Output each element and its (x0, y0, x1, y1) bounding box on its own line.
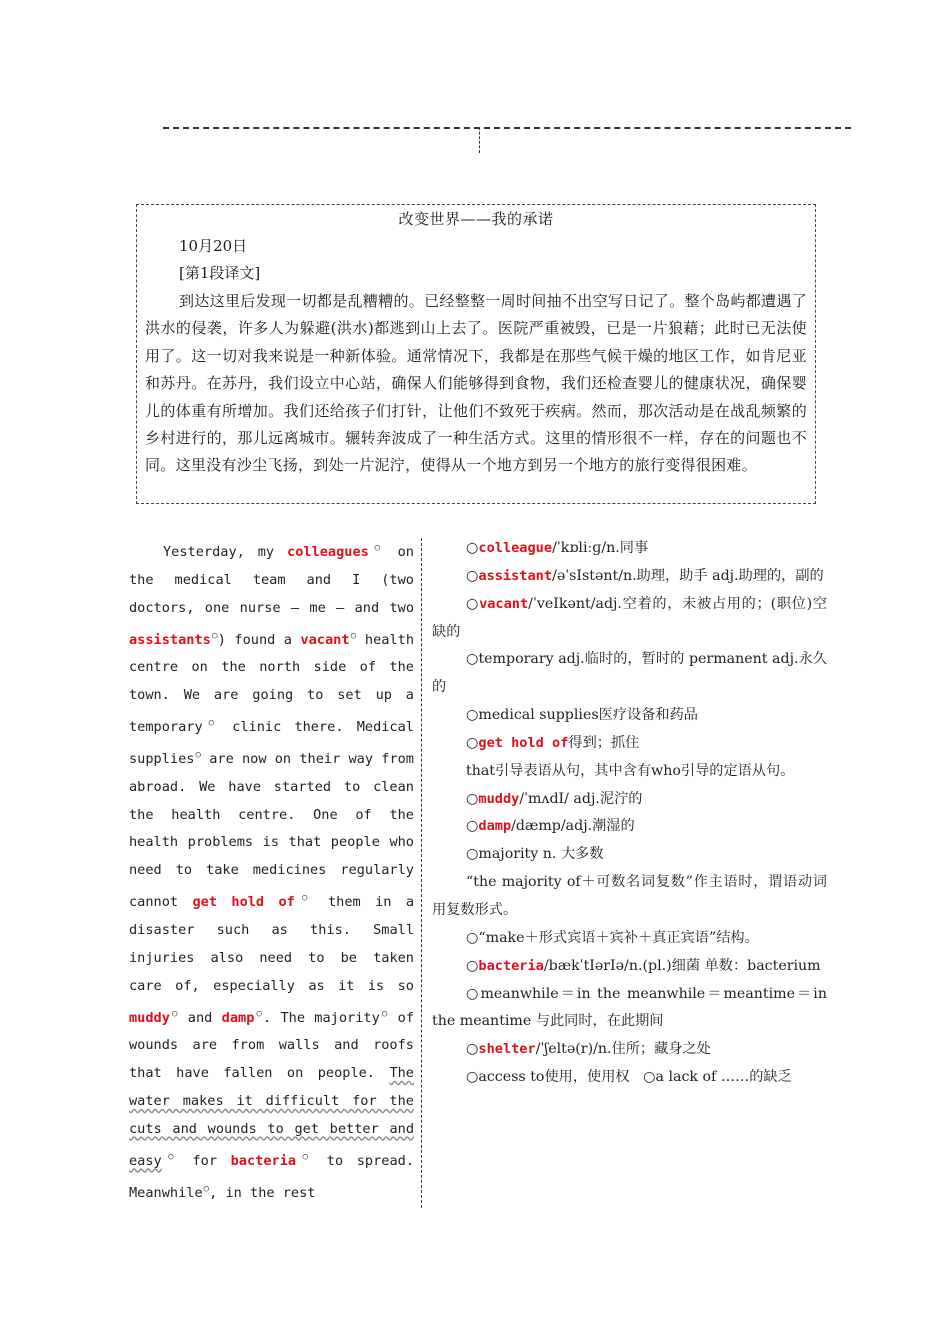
annotation-circle-icon: ○ (466, 985, 481, 1002)
annotation-circle-icon: ○ (466, 790, 479, 807)
annotation-circle-icon: ○ (643, 1069, 656, 1086)
note-assistant (432, 563, 827, 591)
annotation-circle-icon: ○ (295, 893, 314, 904)
annotation-circle-icon: ○ (211, 630, 218, 641)
passage-text: them in a disaster such as this. Small injuries also need to be taken care of, especially as it is so (129, 894, 415, 994)
note-make-structure (432, 925, 827, 953)
annotation-circle-icon: ○ (466, 734, 479, 751)
keyword-assistants: assistants (129, 631, 211, 648)
note-access-lack (432, 1064, 827, 1092)
translation-title: 改变世界——我的承诺 (398, 210, 554, 228)
note-text: access to使用，使用权 (478, 1069, 630, 1086)
note-majority (432, 841, 827, 869)
annotation-circle-icon: ○ (170, 1008, 179, 1019)
note-medical-supplies (432, 702, 827, 730)
note-keyword: muddy (478, 790, 520, 807)
annotation-circle-icon: ○ (466, 1069, 479, 1086)
note-vacant (432, 591, 827, 647)
header-dashed-tick (479, 127, 480, 153)
note-text: meanwhile＝in the meanwhile＝meantime＝in the meantime 与此同时，在此期间 (432, 985, 827, 1030)
translation-box (136, 204, 816, 504)
annotation-circle-icon: ○ (466, 707, 479, 724)
passage-text: , in the rest (209, 1184, 316, 1201)
note-text: a lack of ……的缺乏 (655, 1069, 792, 1086)
note-text: medical supplies医疗设备和药品 (478, 707, 698, 724)
note-keyword: colleague (478, 540, 553, 556)
note-keyword: damp (478, 818, 512, 835)
passage-text: Yesterday, my (163, 544, 288, 560)
note-text: /ˈveIkənt/adj.空着的，未被占用的；(职位)空缺的 (432, 595, 827, 640)
keyword-vacant: vacant (300, 631, 350, 648)
passage-text: to spread. Meanwhile (129, 1152, 415, 1201)
note-keyword: shelter (478, 1041, 536, 1058)
note-bacteria (432, 953, 827, 981)
note-text: /ˈʃeltə(r)/n.住所；藏身之处 (535, 1041, 711, 1058)
annotation-circle-icon: ○ (466, 1041, 479, 1058)
annotation-circle-icon: ○ (466, 957, 479, 974)
annotation-circle-icon: ○ (466, 846, 479, 863)
annotation-circle-icon: ○ (466, 651, 479, 668)
annotation-circle-icon: ○ (255, 1008, 263, 1019)
annotation-circle-icon: ○ (350, 630, 357, 641)
note-colleague (432, 535, 827, 563)
note-text: temporary adj.临时的，暂时的 permanent adj.永久的 (432, 651, 827, 696)
note-text: /dæmp/adj.潮湿的 (511, 818, 635, 835)
annotation-circle-icon: ○ (466, 567, 479, 584)
annotation-circle-icon: ○ (466, 929, 479, 946)
translation-label: [第1段译文] (179, 264, 261, 282)
passage-text: are now on their way from abroad. We have started to clean the health centre. One of the health problems is that people who need to take medicines regularly cannot (129, 750, 414, 911)
note-text: /bækˈtIərIə/n.(pl.)细菌 单数：bacterium (543, 957, 821, 974)
annotation-circle-icon: ○ (466, 595, 480, 612)
note-muddy (432, 786, 827, 814)
passage-text: ) found a (217, 631, 301, 648)
note-majority-grammar (432, 869, 827, 925)
note-keyword: bacteria (478, 957, 544, 974)
note-text: /ˈkɒliːɡ/n.同事 (552, 540, 649, 556)
translation-date: 10月20日 (179, 237, 248, 255)
note-text: that引导表语从句，其中含有who引导的定语从句。 (466, 762, 795, 779)
translation-body: 到达这里后发现一切都是乱糟糟的。已经整整一周时间抽不出空写日记了。整个岛屿都遭遇了洪水的侵袭，许多人为躲避(洪水)都逃到山上去了。医院严重被毁，已是一片狼藉；此时已无法使用了。这一切对我来说是一种新体验。通常情况下，我都是在那些气候干燥的地区工作，如肯尼亚和苏丹。在苏丹，我们设立中心站，确保人们能够得到食物，我们还检查婴儿的健康状况，确保婴儿的体重有所增加。我们还给孩子们打针，让他们不致死于疾病。然而，那次活动是在战乱频繁的乡村进行的，那儿远离城市。辗转奔波成了一种生活方式。这里的情形很不一样，存在的问题也不同。这里没有沙尘飞扬，到处一片泥泞，使得从一个地方到另一个地方的旅行变得很困难。 (145, 292, 807, 475)
header-dashed-rule (163, 115, 851, 129)
passage-text: . The majority (263, 1009, 380, 1026)
annotation-circle-icon: ○ (203, 718, 220, 729)
annotation-circle-icon: ○ (380, 1008, 389, 1019)
passage-text: on the medical team and I (two doctors, one nurse — me — and two (129, 544, 414, 616)
note-meanwhile (432, 981, 827, 1037)
annotation-circle-icon: ○ (466, 818, 479, 835)
wavy-underlined-sentence: The water makes it difficult for the cuts and wounds to get better and easy (129, 1065, 414, 1169)
note-text: “make＋形式宾语＋宾补＋真正宾语”结构。 (478, 929, 759, 946)
keyword-muddy: muddy (129, 1009, 170, 1026)
note-text: “the majority of＋可数名词复数”作主语时，谓语动词用复数形式。 (432, 874, 827, 918)
passage-text: for (178, 1152, 231, 1169)
annotation-circle-icon: ○ (297, 1151, 314, 1162)
note-text: 得到；抓住 (568, 734, 640, 751)
note-that-clause (432, 758, 827, 786)
note-keyword: get hold of (478, 734, 569, 751)
note-keyword: vacant (479, 595, 529, 612)
annotation-circle-icon: ○ (466, 540, 479, 556)
english-passage (129, 535, 414, 1207)
keyword-get-hold-of: get hold of (192, 894, 295, 911)
passage-paragraph (129, 535, 414, 1207)
vocabulary-notes (432, 535, 827, 1092)
keyword-bacteria: bacteria (230, 1152, 297, 1169)
note-keyword: assistant (478, 567, 553, 584)
annotation-circle-icon: ○ (162, 1151, 179, 1162)
note-text: /əˈsIstənt/n.助理，助手 adj.助理的，副的 (552, 567, 824, 584)
note-damp (432, 813, 827, 841)
column-divider (421, 538, 422, 1208)
note-text: /ˈmʌdI/ adj.泥泞的 (519, 790, 643, 807)
keyword-colleagues: colleagues (287, 544, 369, 560)
annotation-circle-icon: ○ (369, 543, 385, 553)
annotation-circle-icon: ○ (195, 749, 201, 760)
passage-text: of wounds are from walls and roofs that have fallen on people. (129, 1009, 415, 1082)
note-temporary (432, 646, 827, 702)
annotation-circle-icon: ○ (203, 1183, 210, 1194)
note-get-hold-of (432, 730, 827, 758)
note-shelter (432, 1036, 827, 1064)
note-text: majority n. 大多数 (478, 846, 604, 863)
passage-text: clinic there. Medical supplies (129, 719, 414, 767)
passage-text: health centre on the north side of the town. We are going to set up a temporary (129, 631, 414, 736)
passage-text: and (178, 1009, 222, 1026)
keyword-damp: damp (221, 1009, 255, 1026)
